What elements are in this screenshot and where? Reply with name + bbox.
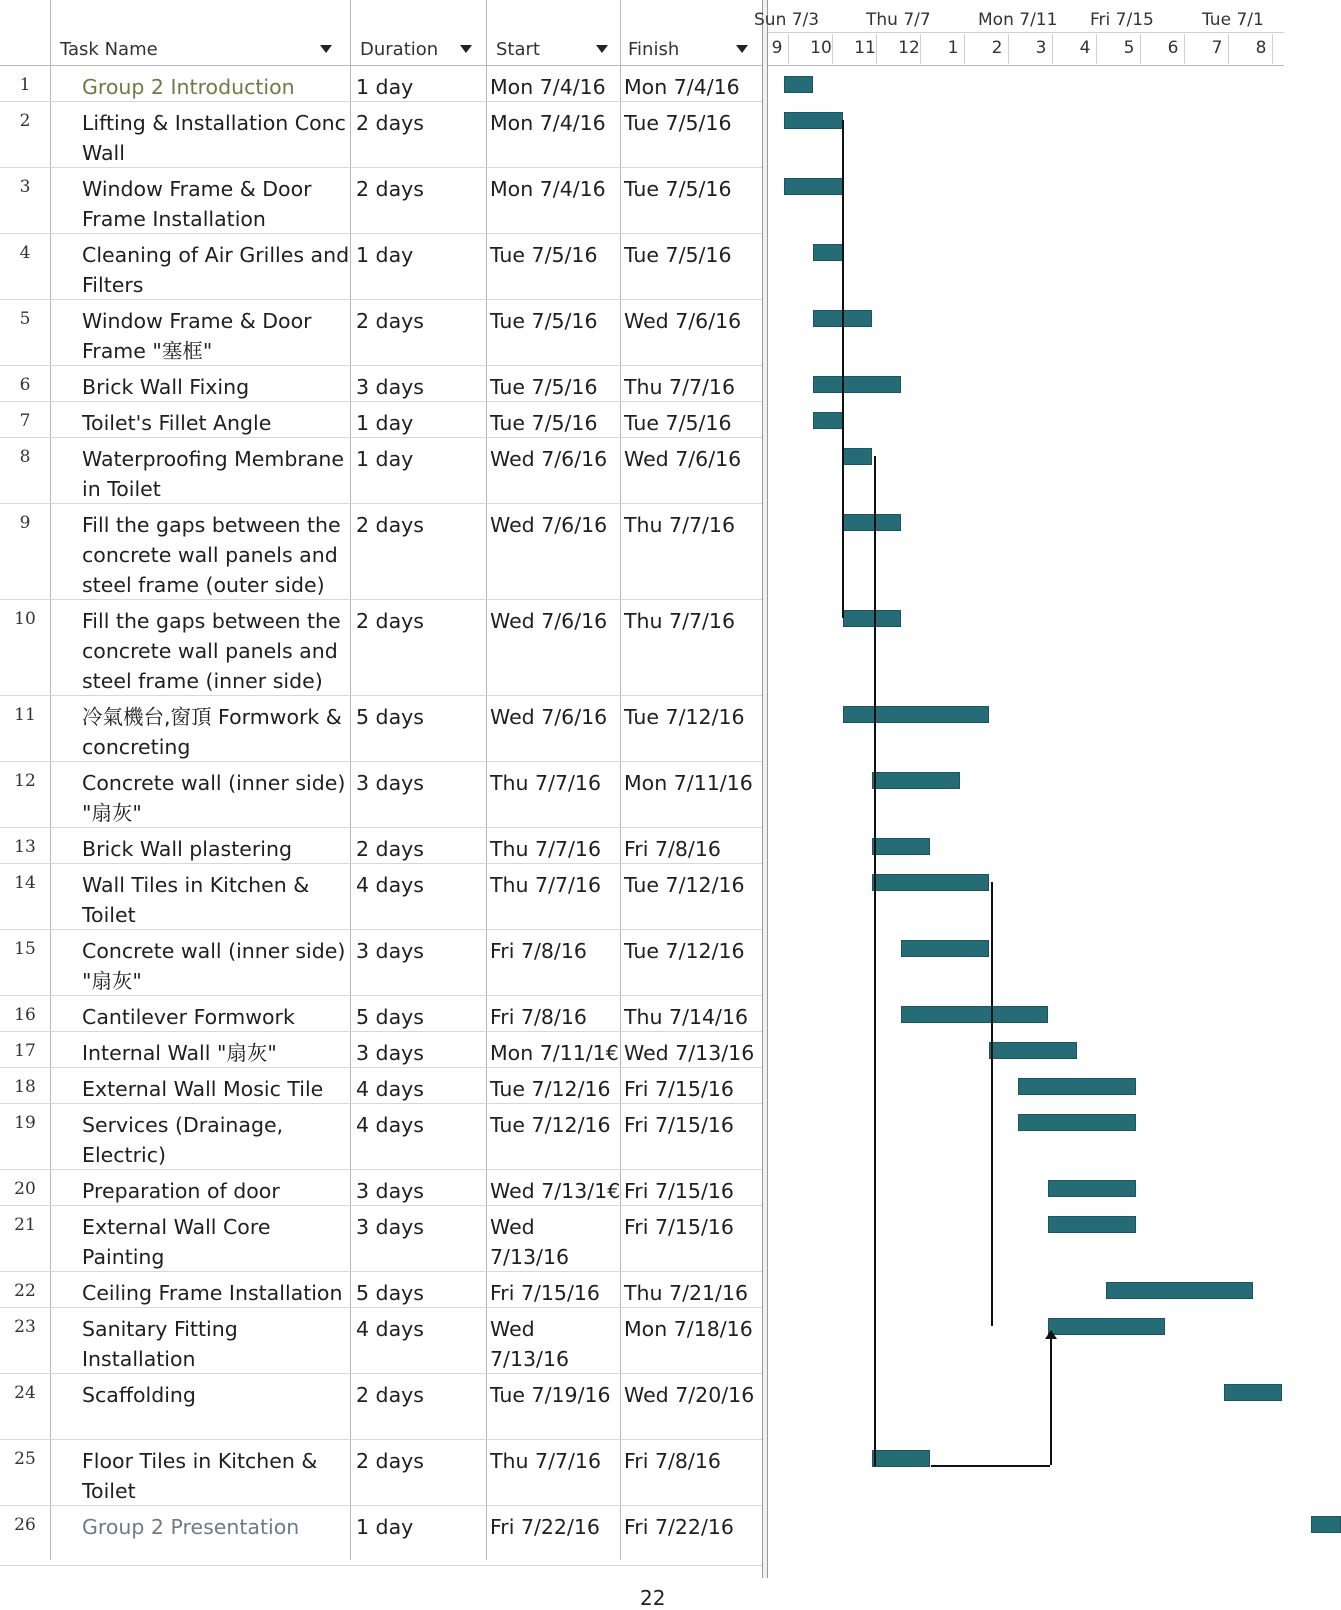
duration-cell: 3 days [356,771,424,795]
task-name-cell: Cantilever Formwork [82,1005,295,1029]
row-id: 2 [19,111,31,131]
finish-cell: Mon 7/11/16 [624,771,753,795]
task-name-cell: Ceiling Frame Installation [82,1281,343,1305]
table-row[interactable] [0,996,762,1032]
row-id: 18 [14,1077,36,1097]
task-bar[interactable] [843,706,990,723]
gantt-timeline [754,0,1284,1580]
table-row[interactable] [0,1308,762,1374]
timescale-tick [788,34,789,64]
task-name-cell: Window Frame & Door Frame Installation [82,177,312,231]
finish-cell: Thu 7/21/16 [624,1281,749,1305]
timescale-major-label: Fri 7/15 [1090,10,1154,30]
table-row[interactable] [0,366,762,402]
timescale-minor-label: 8 [1255,38,1267,58]
duration-cell: 4 days [356,873,424,897]
row-id: 9 [19,513,31,533]
row-id: 6 [19,375,31,395]
table-row[interactable] [0,600,762,696]
task-name-cell: External Wall Core Painting [82,1215,271,1269]
timescale-tick [964,34,965,64]
task-name-cell: Window Frame & Door Frame "塞框" [82,309,312,363]
table-row[interactable] [0,504,762,600]
chevron-down-icon[interactable] [460,45,472,53]
finish-cell: Fri 7/15/16 [624,1113,734,1137]
start-cell: Tue 7/12/16 [490,1113,611,1137]
start-cell: Tue 7/5/16 [490,411,598,435]
duration-cell: 1 day [356,1515,414,1539]
dependency-line [874,456,876,1466]
table-row[interactable] [0,1506,762,1566]
finish-cell: Wed 7/6/16 [624,447,742,471]
task-name-cell: Internal Wall "扇灰" [82,1041,277,1065]
task-bar[interactable] [1048,1318,1165,1335]
timescale-tick [920,34,921,64]
finish-cell: Thu 7/14/16 [624,1005,749,1029]
start-cell: Fri 7/8/16 [490,1005,587,1029]
page-number: 22 [640,1586,666,1610]
timescale-minor-label: 3 [1035,38,1047,58]
start-cell: Wed 7/6/16 [490,447,608,471]
task-name-cell: Sanitary Fitting Installation [82,1317,238,1371]
table-row[interactable] [0,66,762,102]
row-id: 1 [19,75,31,95]
column-header-task-name[interactable] [52,34,344,64]
table-row[interactable] [0,828,762,864]
row-id: 5 [19,309,31,329]
finish-cell: Mon 7/4/16 [624,75,740,99]
table-row[interactable] [0,1068,762,1104]
timescale-tick [1096,34,1097,64]
chevron-down-icon[interactable] [596,45,608,53]
timescale-minor-label: 9 [771,38,783,58]
row-id: 24 [14,1383,36,1403]
table-row[interactable] [0,1170,762,1206]
table-row[interactable] [0,1440,762,1506]
finish-cell: Fri 7/8/16 [624,837,721,861]
table-row[interactable] [0,402,762,438]
task-name-cell: Services (Drainage, Electric) [82,1113,284,1167]
task-name-cell: Fill the gaps between the concrete wall panels and steel frame (outer side) [82,513,341,597]
duration-cell: 5 days [356,705,424,729]
task-bar[interactable] [872,772,960,789]
table-row[interactable] [0,1032,762,1068]
table-row[interactable] [0,762,762,828]
start-cell: Wed 7/13/1€ [490,1179,621,1203]
finish-cell: Tue 7/12/16 [624,705,745,729]
finish-cell: Tue 7/5/16 [624,243,732,267]
column-header-finish[interactable] [620,34,760,64]
timescale-tick [1052,34,1053,64]
start-cell: Fri 7/15/16 [490,1281,600,1305]
task-name-cell: Floor Tiles in Kitchen & Toilet [82,1449,318,1503]
task-name-cell: Cleaning of Air Grilles and Filters [82,243,350,297]
duration-cell: 3 days [356,1179,424,1203]
finish-cell: Tue 7/5/16 [624,111,732,135]
dependency-line [842,120,844,618]
task-name-cell: Waterproofing Membrane in Toilet [82,447,344,501]
row-id: 21 [14,1215,36,1235]
finish-cell: Fri 7/22/16 [624,1515,734,1539]
finish-cell: Tue 7/5/16 [624,177,732,201]
duration-cell: 3 days [356,939,424,963]
column-header-label: Finish [628,38,680,60]
column-header-start[interactable] [488,34,620,64]
finish-cell: Wed 7/6/16 [624,309,742,333]
duration-cell: 3 days [356,375,424,399]
start-cell: Thu 7/7/16 [490,1449,602,1473]
row-id: 20 [14,1179,36,1199]
table-row[interactable] [0,696,762,762]
finish-cell: Tue 7/12/16 [624,939,745,963]
dependency-line [991,882,993,1326]
start-cell: Wed 7/6/16 [490,609,608,633]
row-id: 11 [14,705,36,725]
finish-cell: Tue 7/5/16 [624,411,732,435]
task-bar[interactable] [1106,1282,1253,1299]
duration-cell: 4 days [356,1113,424,1137]
row-id: 25 [14,1449,36,1469]
task-bar[interactable] [1048,1216,1136,1233]
dependency-line [1050,1336,1052,1465]
start-cell: Fri 7/22/16 [490,1515,600,1539]
row-divider [0,1565,762,1566]
column-header-label: Duration [360,38,439,60]
timescale-minor-label: 2 [991,38,1003,58]
timescale-major-label: Sun 7/3 [754,10,820,30]
task-bar[interactable] [843,514,902,531]
duration-cell: 2 days [356,609,424,633]
task-bar[interactable] [872,838,931,855]
start-cell: Tue 7/19/16 [490,1383,611,1407]
duration-cell: 1 day [356,75,414,99]
timescale-divider [768,32,1284,33]
task-bar[interactable] [1311,1516,1340,1533]
row-id: 13 [14,837,36,857]
finish-cell: Fri 7/15/16 [624,1215,734,1239]
timescale-minor-label: 12 [898,38,920,58]
timescale-tick [1228,34,1229,64]
start-cell: Mon 7/11/1€ [490,1041,619,1065]
table-row[interactable] [0,864,762,930]
task-name-cell: Fill the gaps between the concrete wall panels and steel frame (inner side) [82,609,341,693]
dependency-line [931,1465,1050,1467]
row-id: 7 [19,411,31,431]
timescale-major-label: Tue 7/1 [1202,10,1264,30]
task-bar[interactable] [784,76,813,93]
task-bar[interactable] [1018,1078,1135,1095]
duration-cell: 1 day [356,411,414,435]
duration-cell: 2 days [356,177,424,201]
timescale-tick [876,34,877,64]
row-id: 26 [14,1515,36,1535]
duration-cell: 1 day [356,447,414,471]
start-cell: Tue 7/12/16 [490,1077,611,1101]
task-bar[interactable] [813,244,842,261]
column-header-label: Start [496,38,540,60]
task-bar[interactable] [1224,1384,1283,1401]
task-name-cell: Wall Tiles in Kitchen & Toilet [82,873,310,927]
task-bar[interactable] [843,448,872,465]
duration-cell: 2 days [356,111,424,135]
finish-cell: Fri 7/15/16 [624,1077,734,1101]
task-bar[interactable] [813,412,842,429]
task-bar[interactable] [1048,1180,1136,1197]
duration-cell: 5 days [356,1281,424,1305]
task-bar[interactable] [843,610,902,627]
task-bar[interactable] [901,940,989,957]
row-id: 3 [19,177,31,197]
row-id: 8 [19,447,31,467]
row-id: 4 [19,243,31,263]
timescale-minor-label: 5 [1123,38,1135,58]
timescale-major-label: Thu 7/7 [866,10,931,30]
timescale-tick [1008,34,1009,64]
duration-cell: 2 days [356,309,424,333]
task-name-cell: Group 2 Introduction [82,75,295,99]
column-header-label: Task Name [60,38,158,60]
table-row[interactable] [0,300,762,366]
finish-cell: Fri 7/8/16 [624,1449,721,1473]
row-id: 15 [14,939,36,959]
task-name-cell: Toilet's Fillet Angle [82,411,272,435]
timescale-minor-label: 10 [810,38,832,58]
table-row[interactable] [0,1374,762,1440]
task-name-cell: Concrete wall (inner side) "扇灰" [82,939,346,993]
start-cell: Wed 7/13/16 [490,1215,570,1269]
task-bar[interactable] [784,112,843,129]
finish-cell: Mon 7/18/16 [624,1317,753,1341]
row-id: 10 [14,609,36,629]
row-id: 22 [14,1281,36,1301]
finish-cell: Fri 7/15/16 [624,1179,734,1203]
timescale-minor-label: 6 [1167,38,1179,58]
task-name-cell: Preparation of door [82,1179,280,1203]
duration-cell: 2 days [356,513,424,537]
chevron-down-icon[interactable] [320,45,332,53]
start-cell: Wed 7/6/16 [490,513,608,537]
row-id: 12 [14,771,36,791]
timescale-bottom-border [768,65,1284,66]
duration-cell: 2 days [356,837,424,861]
table-row[interactable] [0,234,762,300]
task-bar[interactable] [784,178,843,195]
finish-cell: Thu 7/7/16 [624,375,736,399]
finish-cell: Thu 7/7/16 [624,513,736,537]
task-bar[interactable] [989,1042,1077,1059]
duration-cell: 4 days [356,1077,424,1101]
start-cell: Wed 7/13/16 [490,1317,570,1371]
task-bar[interactable] [872,1450,931,1467]
finish-cell: Wed 7/20/16 [624,1383,755,1407]
duration-cell: 2 days [356,1383,424,1407]
timescale-minor-label: 4 [1079,38,1091,58]
start-cell: Wed 7/6/16 [490,705,608,729]
column-header-duration[interactable] [352,34,484,64]
row-id: 19 [14,1113,36,1133]
task-name-cell: External Wall Mosic Tile [82,1077,324,1101]
arrow-up-icon [1045,1330,1057,1339]
duration-cell: 3 days [356,1041,424,1065]
table-row[interactable] [0,438,762,504]
start-cell: Tue 7/5/16 [490,375,598,399]
timescale-tick [1272,34,1273,64]
start-cell: Mon 7/4/16 [490,111,606,135]
table-row[interactable] [0,1206,762,1272]
start-cell: Tue 7/5/16 [490,309,598,333]
task-bar[interactable] [813,376,901,393]
duration-cell: 2 days [356,1449,424,1473]
task-bar[interactable] [872,874,989,891]
task-name-cell: Brick Wall plastering [82,837,293,861]
finish-cell: Thu 7/7/16 [624,609,736,633]
task-name-cell: Scaffolding [82,1383,196,1407]
row-id: 17 [14,1041,36,1061]
row-id: 16 [14,1005,36,1025]
finish-cell: Wed 7/13/16 [624,1041,755,1065]
task-name-cell: Brick Wall Fixing [82,375,250,399]
row-id: 23 [14,1317,36,1337]
task-name-cell: Lifting & Installation Conc Wall [82,111,346,165]
timescale-minor-label: 7 [1211,38,1223,58]
timescale-minor-label: 1 [947,38,959,58]
timescale-tick [832,34,833,64]
start-cell: Thu 7/7/16 [490,873,602,897]
duration-cell: 3 days [356,1215,424,1239]
start-cell: Tue 7/5/16 [490,243,598,267]
duration-cell: 4 days [356,1317,424,1341]
finish-cell: Tue 7/12/16 [624,873,745,897]
start-cell: Thu 7/7/16 [490,837,602,861]
duration-cell: 5 days [356,1005,424,1029]
start-cell: Mon 7/4/16 [490,75,606,99]
table-row[interactable] [0,102,762,168]
timescale-tick [1184,34,1185,64]
task-name-cell: Concrete wall (inner side) "扇灰" [82,771,346,825]
table-row[interactable] [0,1272,762,1308]
task-bar[interactable] [901,1006,1048,1023]
table-row[interactable] [0,930,762,996]
table-row[interactable] [0,168,762,234]
task-name-cell: 冷氣機台,窗頂 Formwork & concreting [82,705,342,759]
row-id: 14 [14,873,36,893]
timescale-major-label: Mon 7/11 [978,10,1058,30]
chevron-down-icon[interactable] [736,45,748,53]
duration-cell: 1 day [356,243,414,267]
table-row[interactable] [0,1104,762,1170]
start-cell: Mon 7/4/16 [490,177,606,201]
task-name-cell: Group 2 Presentation [82,1515,300,1539]
task-bar[interactable] [1018,1114,1135,1131]
start-cell: Thu 7/7/16 [490,771,602,795]
timescale-tick [1140,34,1141,64]
timescale-minor-label: 11 [854,38,876,58]
start-cell: Fri 7/8/16 [490,939,587,963]
